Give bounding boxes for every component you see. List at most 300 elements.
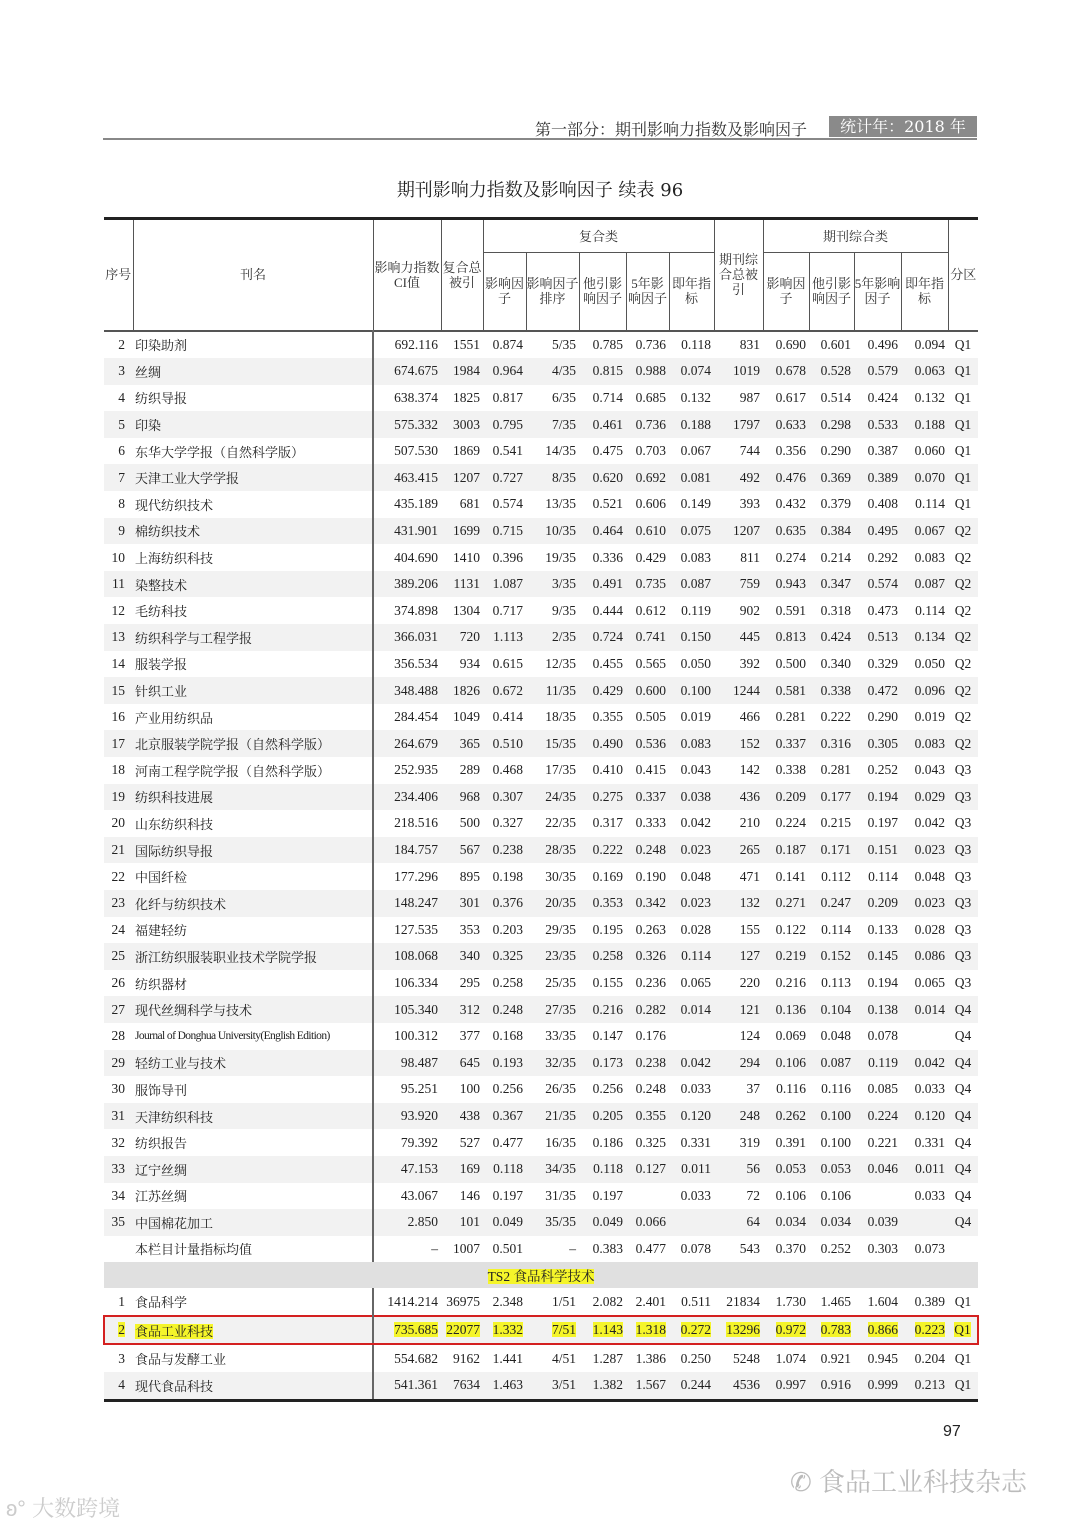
cell-text: 0.601 <box>820 336 852 352</box>
cell-value <box>483 917 526 944</box>
cell-text: 0.046 <box>867 1161 899 1177</box>
cell-value <box>763 385 809 412</box>
cell-value <box>526 784 579 811</box>
cell-text: 0.100 <box>820 1134 852 1150</box>
cell-text: 0.408 <box>867 496 899 512</box>
cell-text: 0.236 <box>635 975 666 991</box>
cell-value <box>526 704 579 731</box>
cell-value <box>809 331 854 359</box>
cell-text: 101 <box>459 1214 480 1230</box>
cell-text: 0.065 <box>914 975 946 991</box>
cell-text: 0.574 <box>867 576 899 592</box>
cell-value <box>483 1183 526 1210</box>
cell-seq <box>104 544 133 571</box>
cell-value <box>948 943 978 970</box>
cell-value <box>948 677 978 704</box>
cell-text: 265 <box>739 842 761 858</box>
cell-text: 4/35 <box>551 363 576 379</box>
cell-value <box>901 1344 948 1372</box>
cell-text: 0.414 <box>492 709 523 725</box>
table-row <box>104 837 978 864</box>
cell-value <box>714 1023 763 1050</box>
cell-text: 0.692 <box>635 469 666 485</box>
cell-value <box>809 730 854 757</box>
cell-text: 0.248 <box>635 1081 666 1097</box>
cell-value <box>763 810 809 837</box>
cell-text: 0.053 <box>775 1161 807 1177</box>
cell-text: 0.043 <box>680 762 712 778</box>
cell-seq <box>104 1129 133 1156</box>
cell-value <box>373 651 441 678</box>
cell-value <box>579 890 626 917</box>
table-row <box>104 677 978 704</box>
cell-value <box>373 970 441 997</box>
cell-value <box>579 677 626 704</box>
cell-text: 95.251 <box>400 1081 438 1097</box>
cell-value <box>579 1183 626 1210</box>
cell-value <box>579 1209 626 1236</box>
cell-value <box>901 996 948 1023</box>
cell-text: 692.116 <box>394 336 438 352</box>
cell-text: 0.736 <box>635 416 666 432</box>
cell-value <box>373 1050 441 1077</box>
cell-text: 0.307 <box>492 788 523 804</box>
cell-text: 124 <box>739 1028 761 1044</box>
cell-text: 0.536 <box>635 735 666 751</box>
cell-text: Q2 <box>954 576 972 592</box>
cell-value <box>714 730 763 757</box>
cell-text: 0.042 <box>680 815 712 831</box>
cell-value <box>948 1236 978 1263</box>
cell-text: 19/35 <box>545 549 576 565</box>
cell-text: 121 <box>739 1001 761 1017</box>
cell-text: 0.387 <box>867 443 899 459</box>
cell-text: 0.149 <box>680 496 712 512</box>
cell-value <box>854 544 901 571</box>
cell-value <box>373 1344 441 1372</box>
cell-text: 21 <box>111 842 125 858</box>
cell-text: 184.757 <box>394 842 438 858</box>
cell-value <box>441 863 483 890</box>
cell-value <box>669 677 714 704</box>
cell-value <box>579 1050 626 1077</box>
cell-text: 1.386 <box>635 1350 666 1366</box>
cell-text: 0.424 <box>867 389 899 405</box>
cell-value <box>714 1344 763 1372</box>
cell-text: Q1 <box>954 363 972 379</box>
cell-value <box>854 837 901 864</box>
cell-value <box>809 1103 854 1130</box>
cell-value <box>948 1209 978 1236</box>
cell-text: 0.198 <box>492 868 523 884</box>
cell-text: 152 <box>739 735 761 751</box>
cell-text: 100 <box>459 1081 480 1097</box>
cell-text: 284.454 <box>394 709 438 725</box>
cell-text: 1.730 <box>775 1293 807 1309</box>
cell-value <box>714 544 763 571</box>
cell-text: 20/35 <box>545 895 576 911</box>
cell-text: 0.197 <box>867 815 899 831</box>
cell-text: 0.238 <box>492 842 523 858</box>
cell-text: 0.033 <box>914 1187 946 1203</box>
cell-text: 0.050 <box>680 655 712 671</box>
cell-text: 0.248 <box>635 842 666 858</box>
cell-value <box>809 491 854 518</box>
cell-seq <box>104 810 133 837</box>
cell-value <box>669 917 714 944</box>
cell-seq <box>104 863 133 890</box>
cell-value <box>526 1050 579 1077</box>
cell-value <box>763 1076 809 1103</box>
cell-journal-name <box>133 1183 373 1210</box>
cell-text: 0.033 <box>680 1187 712 1203</box>
cell-text: 366.031 <box>394 629 438 645</box>
cell-value <box>854 863 901 890</box>
cell-text: 0.106 <box>820 1187 852 1203</box>
table-row <box>104 943 978 970</box>
cell-text: 0.034 <box>775 1214 807 1230</box>
cell-text: 0.424 <box>820 629 852 645</box>
cell-text: Q4 <box>954 1028 972 1044</box>
cell-text: 1.287 <box>592 1350 623 1366</box>
header-zone: 分区 <box>948 219 978 331</box>
cell-text: 0.204 <box>914 1350 946 1366</box>
cell-text: 0.318 <box>820 602 852 618</box>
cell-value <box>526 1288 579 1316</box>
cell-text: 4536 <box>733 1377 761 1393</box>
cell-value <box>854 784 901 811</box>
cell-text: 0.186 <box>592 1134 623 1150</box>
cell-value <box>901 704 948 731</box>
cell-value <box>626 810 669 837</box>
cell-journal-name <box>133 358 373 385</box>
cell-text: 0.391 <box>775 1134 807 1150</box>
cell-text: 0.383 <box>592 1240 623 1256</box>
cell-value <box>626 491 669 518</box>
cell-text: 0.316 <box>820 735 852 751</box>
cell-value <box>714 518 763 545</box>
cell-value <box>714 970 763 997</box>
cell-value <box>526 491 579 518</box>
header-j-if: 影响因子 <box>763 253 809 331</box>
cell-journal-name <box>133 651 373 678</box>
cell-value <box>809 1288 854 1316</box>
cell-text: 507.530 <box>394 443 438 459</box>
cell-text: 16 <box>111 709 125 725</box>
cell-text: 934 <box>459 655 480 671</box>
cell-text: 0.461 <box>592 416 623 432</box>
cell-text: 463.415 <box>394 469 438 485</box>
cell-text: 0.336 <box>592 549 623 565</box>
cell-text: 1699 <box>453 522 480 538</box>
cell-text: 轻纺工业与技术 <box>135 1056 227 1072</box>
cell-value <box>763 757 809 784</box>
cell-value <box>809 1050 854 1077</box>
cell-text: 0.379 <box>820 496 852 512</box>
cell-text: 2 <box>118 336 125 352</box>
cell-value <box>669 996 714 1023</box>
cell-value <box>483 1236 526 1263</box>
cell-value <box>579 544 626 571</box>
cell-text: Q1 <box>954 1322 971 1338</box>
cell-text: 968 <box>459 788 480 804</box>
cell-text: 纺织器材 <box>135 976 188 992</box>
cell-value <box>526 996 579 1023</box>
cell-value <box>441 1372 483 1400</box>
cell-text: 638.374 <box>394 389 438 405</box>
cell-value <box>669 651 714 678</box>
cell-text: 0.194 <box>867 975 899 991</box>
cell-text: 0.521 <box>592 496 623 512</box>
cell-text: 3003 <box>453 416 480 432</box>
cell-value <box>901 1050 948 1077</box>
cell-text: 0.100 <box>820 1108 852 1124</box>
table-row <box>104 1209 978 1236</box>
cell-value <box>948 1183 978 1210</box>
cell-value <box>901 890 948 917</box>
cell-value <box>626 863 669 890</box>
header-journal-group: 期刊综合类 <box>763 219 948 253</box>
cell-value <box>669 1372 714 1400</box>
cell-value <box>373 890 441 917</box>
cell-text: 0.187 <box>775 842 807 858</box>
cell-value <box>854 331 901 359</box>
cell-value <box>669 597 714 624</box>
cell-text: 0.258 <box>492 975 523 991</box>
cell-value <box>626 624 669 651</box>
cell-value <box>714 1372 763 1400</box>
cell-journal-name <box>133 757 373 784</box>
cell-text: 棉纺织技术 <box>135 524 201 540</box>
cell-value <box>669 1183 714 1210</box>
cell-text: 541.361 <box>394 1377 438 1393</box>
cell-value <box>373 331 441 359</box>
cell-text: 35/35 <box>545 1214 576 1230</box>
cell-text: 0.190 <box>635 868 666 884</box>
cell-value <box>901 1316 948 1345</box>
cell-value <box>714 651 763 678</box>
cell-text: 0.355 <box>635 1108 666 1124</box>
cell-seq <box>104 597 133 624</box>
cell-value <box>948 1023 978 1050</box>
header-j-immediacy: 即年指标 <box>901 253 948 331</box>
cell-text: 0.715 <box>492 522 523 538</box>
cell-text: Q3 <box>954 762 972 778</box>
cell-text: 148.247 <box>394 895 438 911</box>
cell-value <box>948 1344 978 1372</box>
cell-value <box>714 1316 763 1345</box>
cell-value <box>441 1103 483 1130</box>
cell-value <box>483 651 526 678</box>
cell-text: 26/35 <box>545 1081 576 1097</box>
cell-value <box>948 1372 978 1400</box>
cell-value <box>626 1076 669 1103</box>
cell-value <box>854 464 901 491</box>
cell-text: 0.114 <box>821 921 852 937</box>
cell-value <box>901 571 948 598</box>
section-title-cell <box>104 1262 978 1288</box>
cell-text: Q2 <box>954 682 972 698</box>
cell-seq <box>104 890 133 917</box>
cell-text: 1.604 <box>867 1293 899 1309</box>
cell-text: 9162 <box>453 1350 480 1366</box>
cell-text: 0.510 <box>492 735 523 751</box>
cell-text: 1007 <box>453 1240 480 1256</box>
cell-text: 0.176 <box>635 1028 666 1044</box>
cell-text: 0.464 <box>592 522 623 538</box>
cell-text: 0.197 <box>592 1187 623 1203</box>
cell-value <box>809 704 854 731</box>
cell-text: 0.221 <box>867 1134 899 1150</box>
cell-value <box>373 1156 441 1183</box>
cell-value <box>579 1288 626 1316</box>
cell-text: 32 <box>111 1134 125 1150</box>
cell-value <box>948 917 978 944</box>
header-c-5yr: 5年影响因子 <box>626 253 669 331</box>
cell-text: 0.252 <box>867 762 899 778</box>
cell-value <box>669 890 714 917</box>
cell-text: 1304 <box>453 602 480 618</box>
cell-value <box>854 624 901 651</box>
cell-seq <box>104 1050 133 1077</box>
cell-value <box>854 1236 901 1263</box>
cell-value <box>441 970 483 997</box>
cell-text: 2.850 <box>407 1214 438 1230</box>
cell-value <box>669 730 714 757</box>
cell-journal-name <box>133 1236 373 1263</box>
cell-text: 0.112 <box>821 868 852 884</box>
cell-value <box>714 1236 763 1263</box>
cell-text: 0.119 <box>681 602 712 618</box>
cell-value <box>626 757 669 784</box>
cell-text: 0.369 <box>820 469 852 485</box>
cell-value <box>901 651 948 678</box>
cell-value <box>948 438 978 465</box>
cell-text: 294 <box>739 1054 761 1070</box>
cell-text: 146 <box>459 1187 480 1203</box>
cell-value <box>669 1076 714 1103</box>
cell-journal-name <box>133 917 373 944</box>
cell-value <box>579 757 626 784</box>
cell-text: 0.353 <box>592 895 623 911</box>
cell-seq <box>104 1344 133 1372</box>
cell-text: 14 <box>111 655 125 671</box>
cell-value <box>626 358 669 385</box>
cell-value <box>483 996 526 1023</box>
cell-text: 0.347 <box>820 576 852 592</box>
table-row <box>104 1103 978 1130</box>
cell-value <box>441 464 483 491</box>
cell-text: 0.116 <box>776 1081 807 1097</box>
cell-value <box>626 571 669 598</box>
cell-text: 印染 <box>135 418 162 434</box>
cell-journal-name <box>133 1344 373 1372</box>
cell-value <box>441 624 483 651</box>
cell-text: 江苏丝绸 <box>135 1189 188 1205</box>
cell-value <box>854 1129 901 1156</box>
cell-text: 295 <box>459 975 480 991</box>
cell-text: 13296 <box>726 1322 761 1338</box>
cell-seq <box>104 1023 133 1050</box>
cell-text: 食品与发酵工业 <box>135 1352 227 1368</box>
cell-value <box>763 464 809 491</box>
cell-value <box>763 651 809 678</box>
cell-text: 0.147 <box>592 1028 623 1044</box>
cell-text: 0.138 <box>867 1001 899 1017</box>
cell-seq <box>104 518 133 545</box>
cell-value <box>579 1129 626 1156</box>
cell-text: 0.964 <box>492 363 523 379</box>
cell-value <box>669 491 714 518</box>
cell-seq <box>104 917 133 944</box>
cell-value <box>373 1288 441 1316</box>
cell-text: 353 <box>459 921 480 937</box>
cell-seq <box>104 996 133 1023</box>
cell-journal-name <box>133 544 373 571</box>
cell-text: 0.620 <box>592 469 623 485</box>
cell-value <box>948 1129 978 1156</box>
cell-seq <box>104 571 133 598</box>
cell-text: 7 <box>118 469 125 485</box>
cell-value <box>809 438 854 465</box>
cell-text: Q4 <box>954 1108 972 1124</box>
cell-text: 720 <box>459 629 480 645</box>
table-row <box>104 970 978 997</box>
cell-text: 24 <box>111 921 125 937</box>
table-row <box>104 1076 978 1103</box>
cell-value <box>526 757 579 784</box>
cell-text: 0.633 <box>775 416 807 432</box>
cell-text: 0.118 <box>593 1161 623 1177</box>
header-seq: 序号 <box>104 219 133 331</box>
cell-value <box>763 677 809 704</box>
cell-text: 0.337 <box>635 788 666 804</box>
cell-value <box>579 597 626 624</box>
cell-value <box>854 917 901 944</box>
cell-value <box>948 464 978 491</box>
cell-value <box>901 544 948 571</box>
cell-text: 0.087 <box>820 1054 852 1070</box>
cell-text: 0.134 <box>914 629 946 645</box>
cell-value <box>948 837 978 864</box>
cell-text: 21/35 <box>545 1108 576 1124</box>
cell-value <box>441 1236 483 1263</box>
cell-seq <box>104 1103 133 1130</box>
cell-value <box>669 438 714 465</box>
cell-text: 132 <box>739 895 761 911</box>
cell-text: 8 <box>118 496 125 512</box>
cell-value <box>626 464 669 491</box>
cell-text: 纺织科学与工程学报 <box>135 630 253 646</box>
cell-text: 987 <box>739 389 761 405</box>
cell-value <box>809 464 854 491</box>
cell-text: 食品工业科技 <box>135 1323 214 1339</box>
cell-text: 0.429 <box>592 682 623 698</box>
cell-text: 527 <box>459 1134 480 1150</box>
cell-value <box>373 704 441 731</box>
cell-text: Q3 <box>954 842 972 858</box>
cell-text: 3/35 <box>551 576 576 592</box>
cell-text: 0.275 <box>592 788 623 804</box>
cell-journal-name <box>133 1372 373 1400</box>
cell-text: 0.258 <box>592 948 623 964</box>
cell-value <box>526 385 579 412</box>
cell-value <box>373 757 441 784</box>
cell-value <box>579 810 626 837</box>
cell-text: 0.292 <box>867 549 899 565</box>
cell-text: Q4 <box>954 1001 972 1017</box>
cell-value <box>948 385 978 412</box>
